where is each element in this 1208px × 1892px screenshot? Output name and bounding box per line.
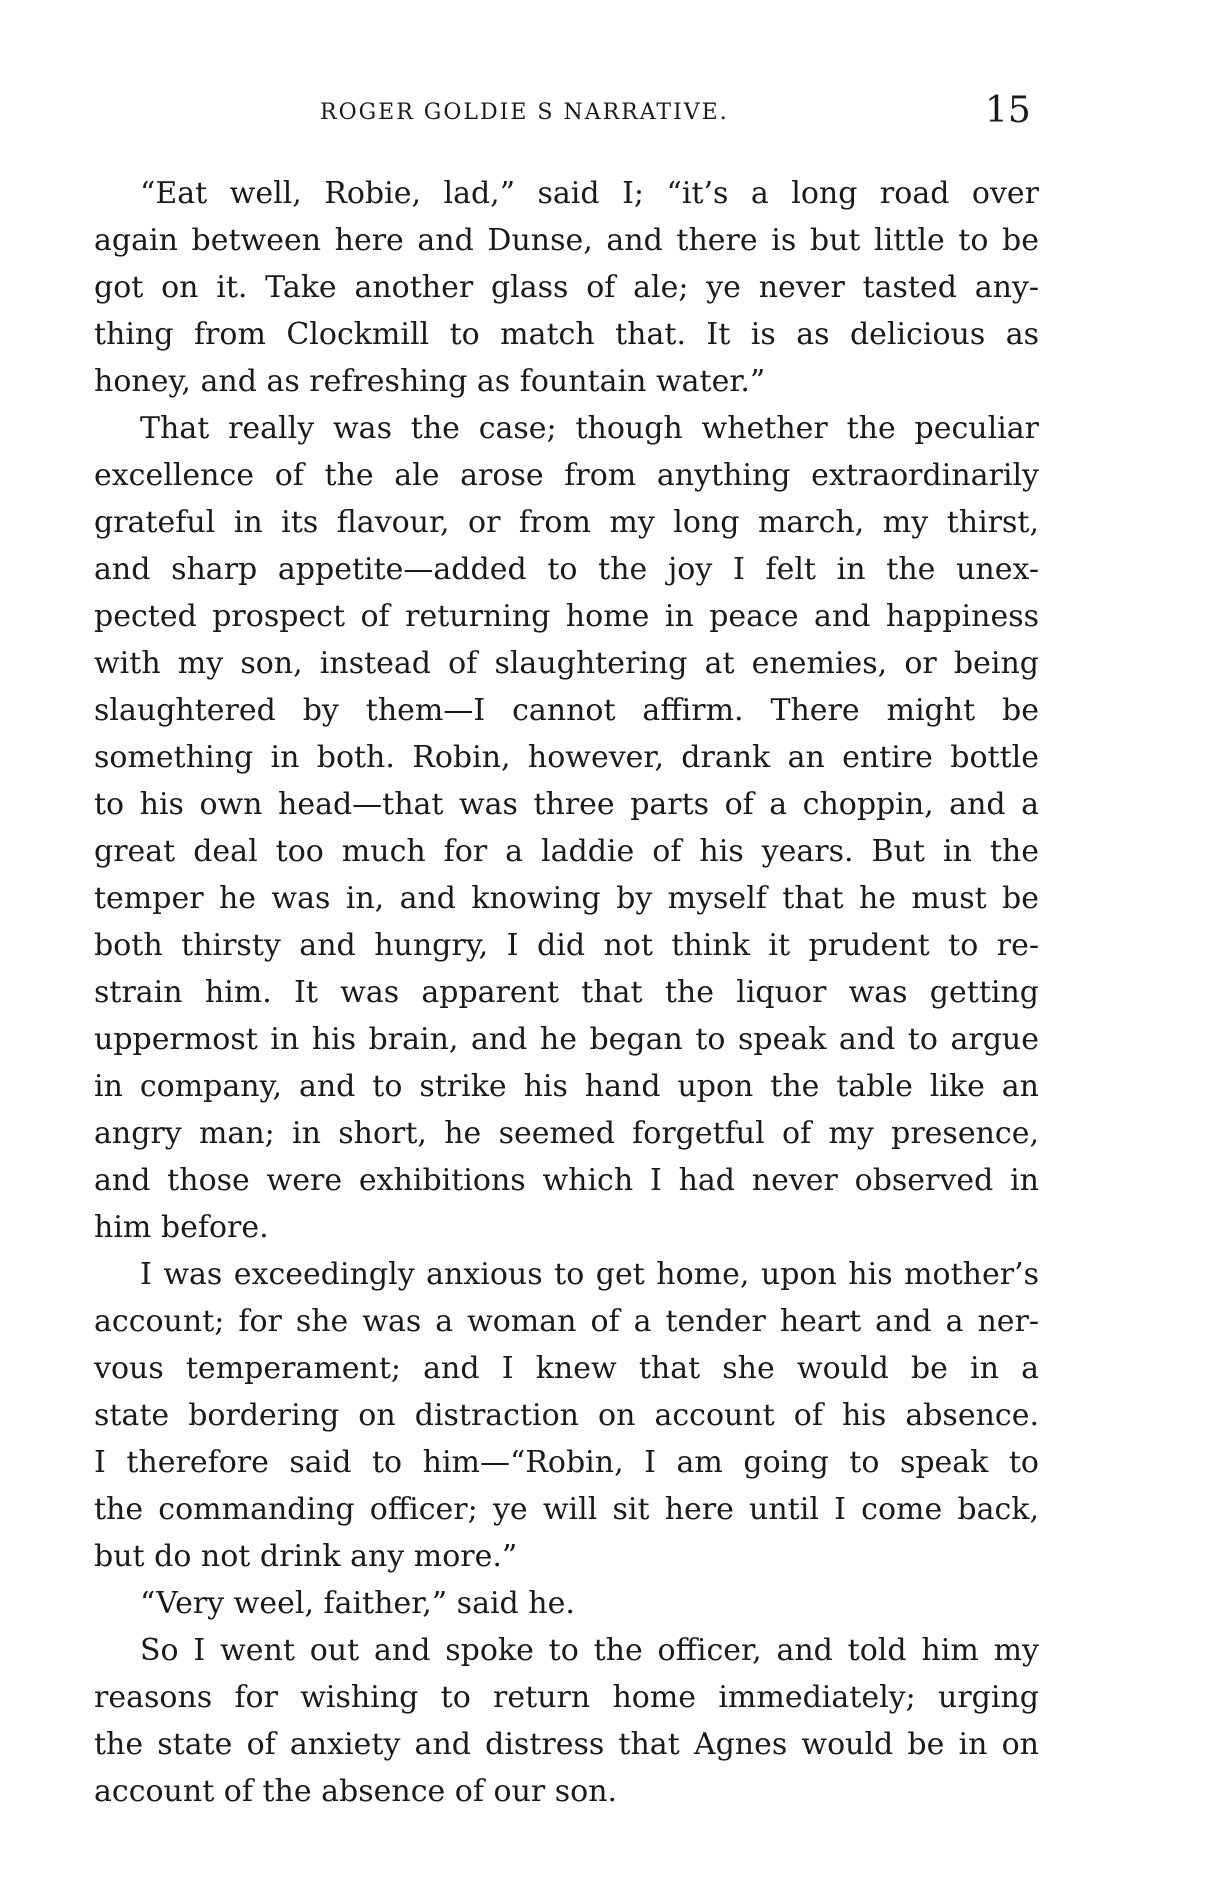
text-line: I therefore said to him—“Robin, I am going to speak to [94,1445,1039,1480]
text-line: excellence of the ale arose from anything extraordinarily [94,458,1039,493]
text-line: state bordering on distraction on account of his absence. [94,1398,1039,1433]
text-line: angry man; in short, he seemed forgetful of my presence, [94,1116,1039,1151]
text-line: pected prospect of returning home in peace and happiness [94,599,1039,634]
text-line: honey, and as refreshing as fountain water.” [94,364,766,399]
text-line: but do not drink any more.” [94,1539,518,1574]
paragraph [94,1251,1039,1580]
text-line: again between here and Dunse, and there is but little to be [94,223,1039,258]
text-line: temper he was in, and knowing by myself that he must be [94,881,1039,916]
paragraph [94,1580,1039,1627]
text-line: with my son, instead of slaughtering at enemies, or being [94,646,1039,681]
text-line: him before. [94,1210,269,1245]
text-line: That really was the case; though whether the peculiar [140,411,1039,446]
paragraph [94,405,1039,1251]
text-line: got on it. Take another glass of ale; ye never tasted any- [94,270,1039,305]
text-line: grateful in its flavour, or from my long march, my thirst, [94,505,1039,540]
text-line: the commanding officer; ye will sit here until I come back, [94,1492,1039,1527]
text-line: slaughtered by them—I cannot affirm. There might be [94,693,1039,728]
paragraph [94,170,1039,405]
text-line: thing from Clockmill to match that. It is as delicious as [94,317,1039,352]
text-line: “Very weel, faither,” said he. [140,1586,575,1621]
page-number: 15 [985,90,1031,131]
text-line: and those were exhibitions which I had never observed in [94,1163,1039,1198]
text-line: something in both. Robin, however, drank an entire bottle [94,740,1039,775]
running-head: ROGER GOLDIE S NARRATIVE. [320,100,729,125]
paragraph [94,1627,1039,1815]
body-text [94,170,1039,1815]
text-line: So I went out and spoke to the officer, and told him my [140,1633,1039,1668]
text-line: vous temperament; and I knew that she would be in a [94,1351,1039,1386]
text-line: account; for she was a woman of a tender heart and a ner- [94,1304,1039,1339]
text-line: to his own head—that was three parts of a choppin, and a [94,787,1039,822]
text-line: “Eat well, Robie, lad,” said I; “it’s a long road over [140,176,1039,211]
text-line: reasons for wishing to return home immediately; urging [94,1680,1039,1715]
text-line: strain him. It was apparent that the liquor was getting [94,975,1039,1010]
text-line: account of the absence of our son. [94,1774,618,1809]
text-line: and sharp appetite—added to the joy I felt in the unex- [94,552,1039,587]
text-line: I was exceedingly anxious to get home, upon his mother’s [140,1257,1039,1292]
text-line: uppermost in his brain, and he began to speak and to argue [94,1022,1039,1057]
text-line: in company, and to strike his hand upon the table like an [94,1069,1039,1104]
text-line: great deal too much for a laddie of his years. But in the [94,834,1039,869]
text-line: both thirsty and hungry, I did not think it prudent to re- [94,928,1039,963]
text-line: the state of anxiety and distress that Agnes would be in on [94,1727,1039,1762]
